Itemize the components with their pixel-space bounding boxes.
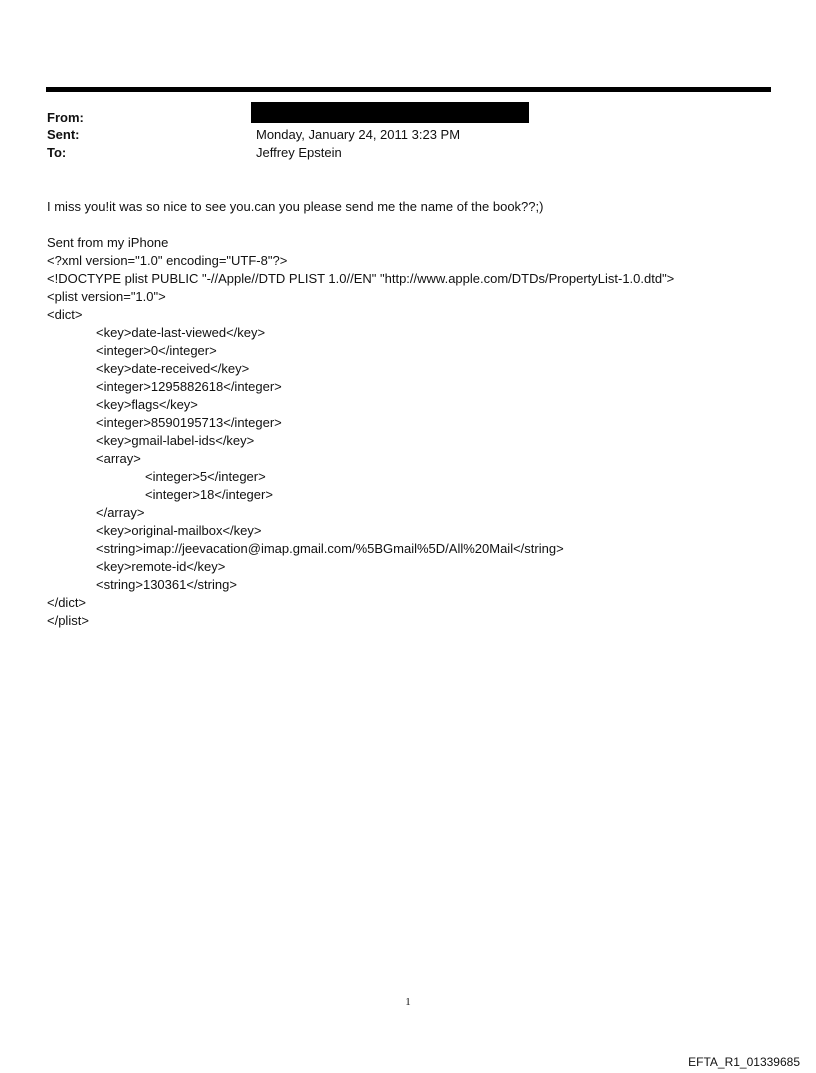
plist-line: <?xml version="1.0" encoding="UTF-8"?> [47,253,288,268]
plist-line: <!DOCTYPE plist PUBLIC "-//Apple//DTD PLIST 1.0//EN" "http://www.apple.com/DTDs/PropertyList-1.0.dtd"> [47,271,675,286]
plist-line: <key>remote-id</key> [96,559,226,574]
page-number: 1 [405,996,411,1008]
redaction-bar [251,102,529,123]
plist-line: </plist> [47,613,89,628]
plist-line: </dict> [47,595,87,610]
message-line: I miss you!it was so nice to see you.can you please send me the name of the book??;) [47,199,544,214]
signature-line: Sent from my iPhone [47,235,169,250]
to-label: To: [47,145,67,160]
plist-line: <key>date-received</key> [96,361,250,376]
plist-line: <plist version="1.0"> [47,289,166,304]
plist-line: <key>flags</key> [96,397,198,412]
plist-line: <integer>5</integer> [145,469,266,484]
plist-line: </array> [96,505,145,520]
plist-line: <key>original-mailbox</key> [96,523,262,538]
header-divider [46,87,771,92]
plist-line: <integer>0</integer> [96,343,217,358]
sent-label: Sent: [47,127,80,142]
plist-line: <integer>1295882618</integer> [96,379,282,394]
to-value: Jeffrey Epstein [256,145,342,160]
plist-block [47,234,674,630]
message-text [47,198,543,216]
sent-value: Monday, January 24, 2011 3:23 PM [256,127,461,142]
plist-line: <array> [96,451,141,466]
bates-number: EFTA_R1_01339685 [688,1055,800,1069]
plist-line: <string>imap://jeevacation@imap.gmail.com/%5BGmail%5D/All%20Mail</string> [96,541,564,556]
plist-line: <key>date-last-viewed</key> [96,325,266,340]
plist-line: <string>130361</string> [96,577,237,592]
plist-line: <integer>8590195713</integer> [96,415,282,430]
from-label: From: [47,110,84,125]
plist-line: <integer>18</integer> [145,487,273,502]
plist-line: <dict> [47,307,83,322]
plist-line: <key>gmail-label-ids</key> [96,433,255,448]
